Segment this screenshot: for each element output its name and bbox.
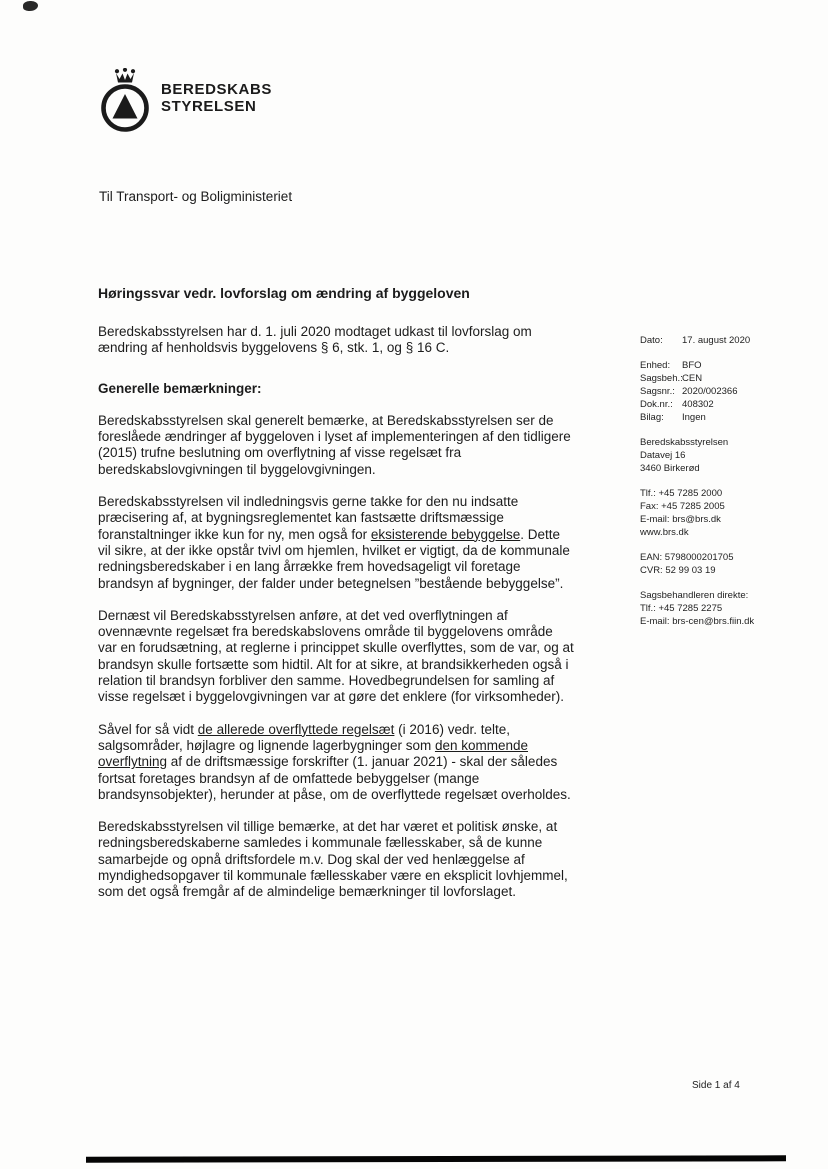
email-line: E-mail: brs@brs.dk [640,514,721,525]
meta-label: Bilag: [640,412,664,423]
paragraph-4-text-3: af de driftsmæssige forskrifter (1. januar 2021) - skal der således fortsat foretages brandsyn af de omfattede bebyggelser (mange brandsynsobjekter), herunder at påse, om de overflyttede regelsæt overholdes. [98,754,571,802]
website-line: www.brs.dk [640,527,689,538]
ean-line: EAN: 5798000201705 [640,552,734,563]
address-line: Beredskabsstyrelsen [640,437,729,448]
caseworker-direct-contact [640,589,805,628]
address-line: Datavej 16 [640,450,686,461]
paragraph-4-underline-2: den kommende overflytning [98,737,529,770]
paragraph-2-text-2: . Dette vil sikre, at der ikke opstår tvivl om hjemlen, hvilket er vigtigt, da de kommunale redningsberedskaber i en lang årrække frem hovedsageligt vil foretage brandsyn af bygninger, der falder under betegnelsen ”bestående bebyggelse”. [98,526,570,591]
agency-name [161,81,272,115]
direct-heading: Sagsbehandleren direkte: [640,590,749,601]
meta-date [640,334,805,347]
paragraph-2-underline: eksisterende bebyggelse [370,526,521,542]
scan-artifact-top [23,1,38,11]
scan-artifact-bottom [86,1155,786,1162]
meta-label: Enhed: [640,360,671,371]
recipient-line: Til Transport- og Boligministeriet [99,189,293,204]
meta-case-number [640,385,805,398]
paragraph-2-text: Beredskabsstyrelsen vil indledningsvis gerne takke for den nu indsatte præcisering af, at bygningsreglementet kan fastsætte driftsmæssige foranstaltninger ikke kun for ny, men også for [98,494,519,542]
agency-emblem-icon [98,68,152,134]
letter-sidebar [640,334,805,628]
cvr-line: CVR: 52 99 03 19 [640,565,716,576]
meta-label: Sagsnr.: [640,386,675,397]
logo-text-line2: STYRELSEN [161,98,257,115]
logo-text-line1: BEREDSKABS [161,81,273,98]
paragraph-intro: Beredskabsstyrelsen har d. 1. juli 2020 modtaget udkast til lovforslag om ændring af henholdsvis byggelovens § 6, stk. 1, og § 16 C. [98,324,532,356]
paragraph-1: Beredskabsstyrelsen skal generelt bemærke, at Beredskabsstyrelsen ser de foreslåede ændringer af byggeloven i lyset af implementeringen af den tidligere (2015) trufne beslutning om overflytning af visse regelsæt fra beredskabslovgivningen til byggelovgivningen. [98,412,571,477]
section-heading: Generelle bemærkninger: [98,380,262,396]
letter-title: Høringssvar vedr. lovforslag om ændring af byggeloven [98,285,470,301]
meta-unit [640,359,805,372]
paragraph-4-text: Såvel for så vidt [98,721,198,737]
meta-label: Dok.nr.: [640,399,673,410]
agency-contact [640,487,805,539]
meta-doc-number [640,398,805,411]
case-metadata [640,334,805,424]
meta-attachments [640,411,805,424]
agency-ids [640,551,805,577]
meta-value: 2020/002366 [682,386,738,397]
fax-line: Fax: +45 7285 2005 [640,501,725,512]
meta-value: CEN [682,373,703,384]
page-number: Side 1 af 4 [692,1080,740,1091]
paragraph-2 [98,494,574,592]
address-line: 3460 Birkerød [640,463,700,474]
phone-line: Tlf.: +45 7285 2000 [640,488,723,499]
meta-value: 17. august 2020 [682,335,751,346]
direct-email-line: E-mail: brs-cen@brs.fiin.dk [640,616,755,627]
meta-value: 408302 [682,399,714,410]
direct-phone-line: Tlf.: +45 7285 2275 [640,603,723,614]
paragraph-5: Beredskabsstyrelsen vil tillige bemærke, at det har været et politisk ønske, at redningsberedskaberne samledes i kommunale fællesskaber, så de kunne samarbejde og opnå driftsfordele m.v. Dog skal der ved henlæggelse af myndighedsopgaver til kommunale fællesskaber være en eksplicit lovhjemmel, som det også fremgår af de almindelige bemærkninger til lovforslaget. [98,819,568,900]
paragraph-4 [98,722,574,803]
paragraph-4-underline-1: de allerede overflyttede regelsæt [197,721,395,737]
paragraph-4-text-2: (i 2016) vedr. telte, salgsområder, højlagre og lignende lagerbygninger som [98,721,510,753]
meta-value: BFO [682,360,702,371]
agency-logo [98,68,272,134]
letter-body [98,285,574,917]
meta-label: Sagsbeh.: [640,373,683,384]
meta-label: Dato: [640,335,663,346]
meta-value: Ingen [682,412,706,423]
agency-address [640,436,805,475]
meta-caseworker [640,372,805,385]
paragraph-3: Dernæst vil Beredskabsstyrelsen anføre, at det ved overflytningen af ovennævnte regelsæt fra beredskabslovens område til byggelovens område var en forudsætning, at reglerne i princippet skulle overflyttes, som de var, og at brandsyn skulle fortsætte som hidtil. Alt for at sikre, at brandsikkerheden også i relation til brandsyn forbliver den samme. Hovedbegrundelsen for samling af visse regelsæt i byggelovgivningen var at gøre det enklere (for virksomheder). [98,607,574,705]
